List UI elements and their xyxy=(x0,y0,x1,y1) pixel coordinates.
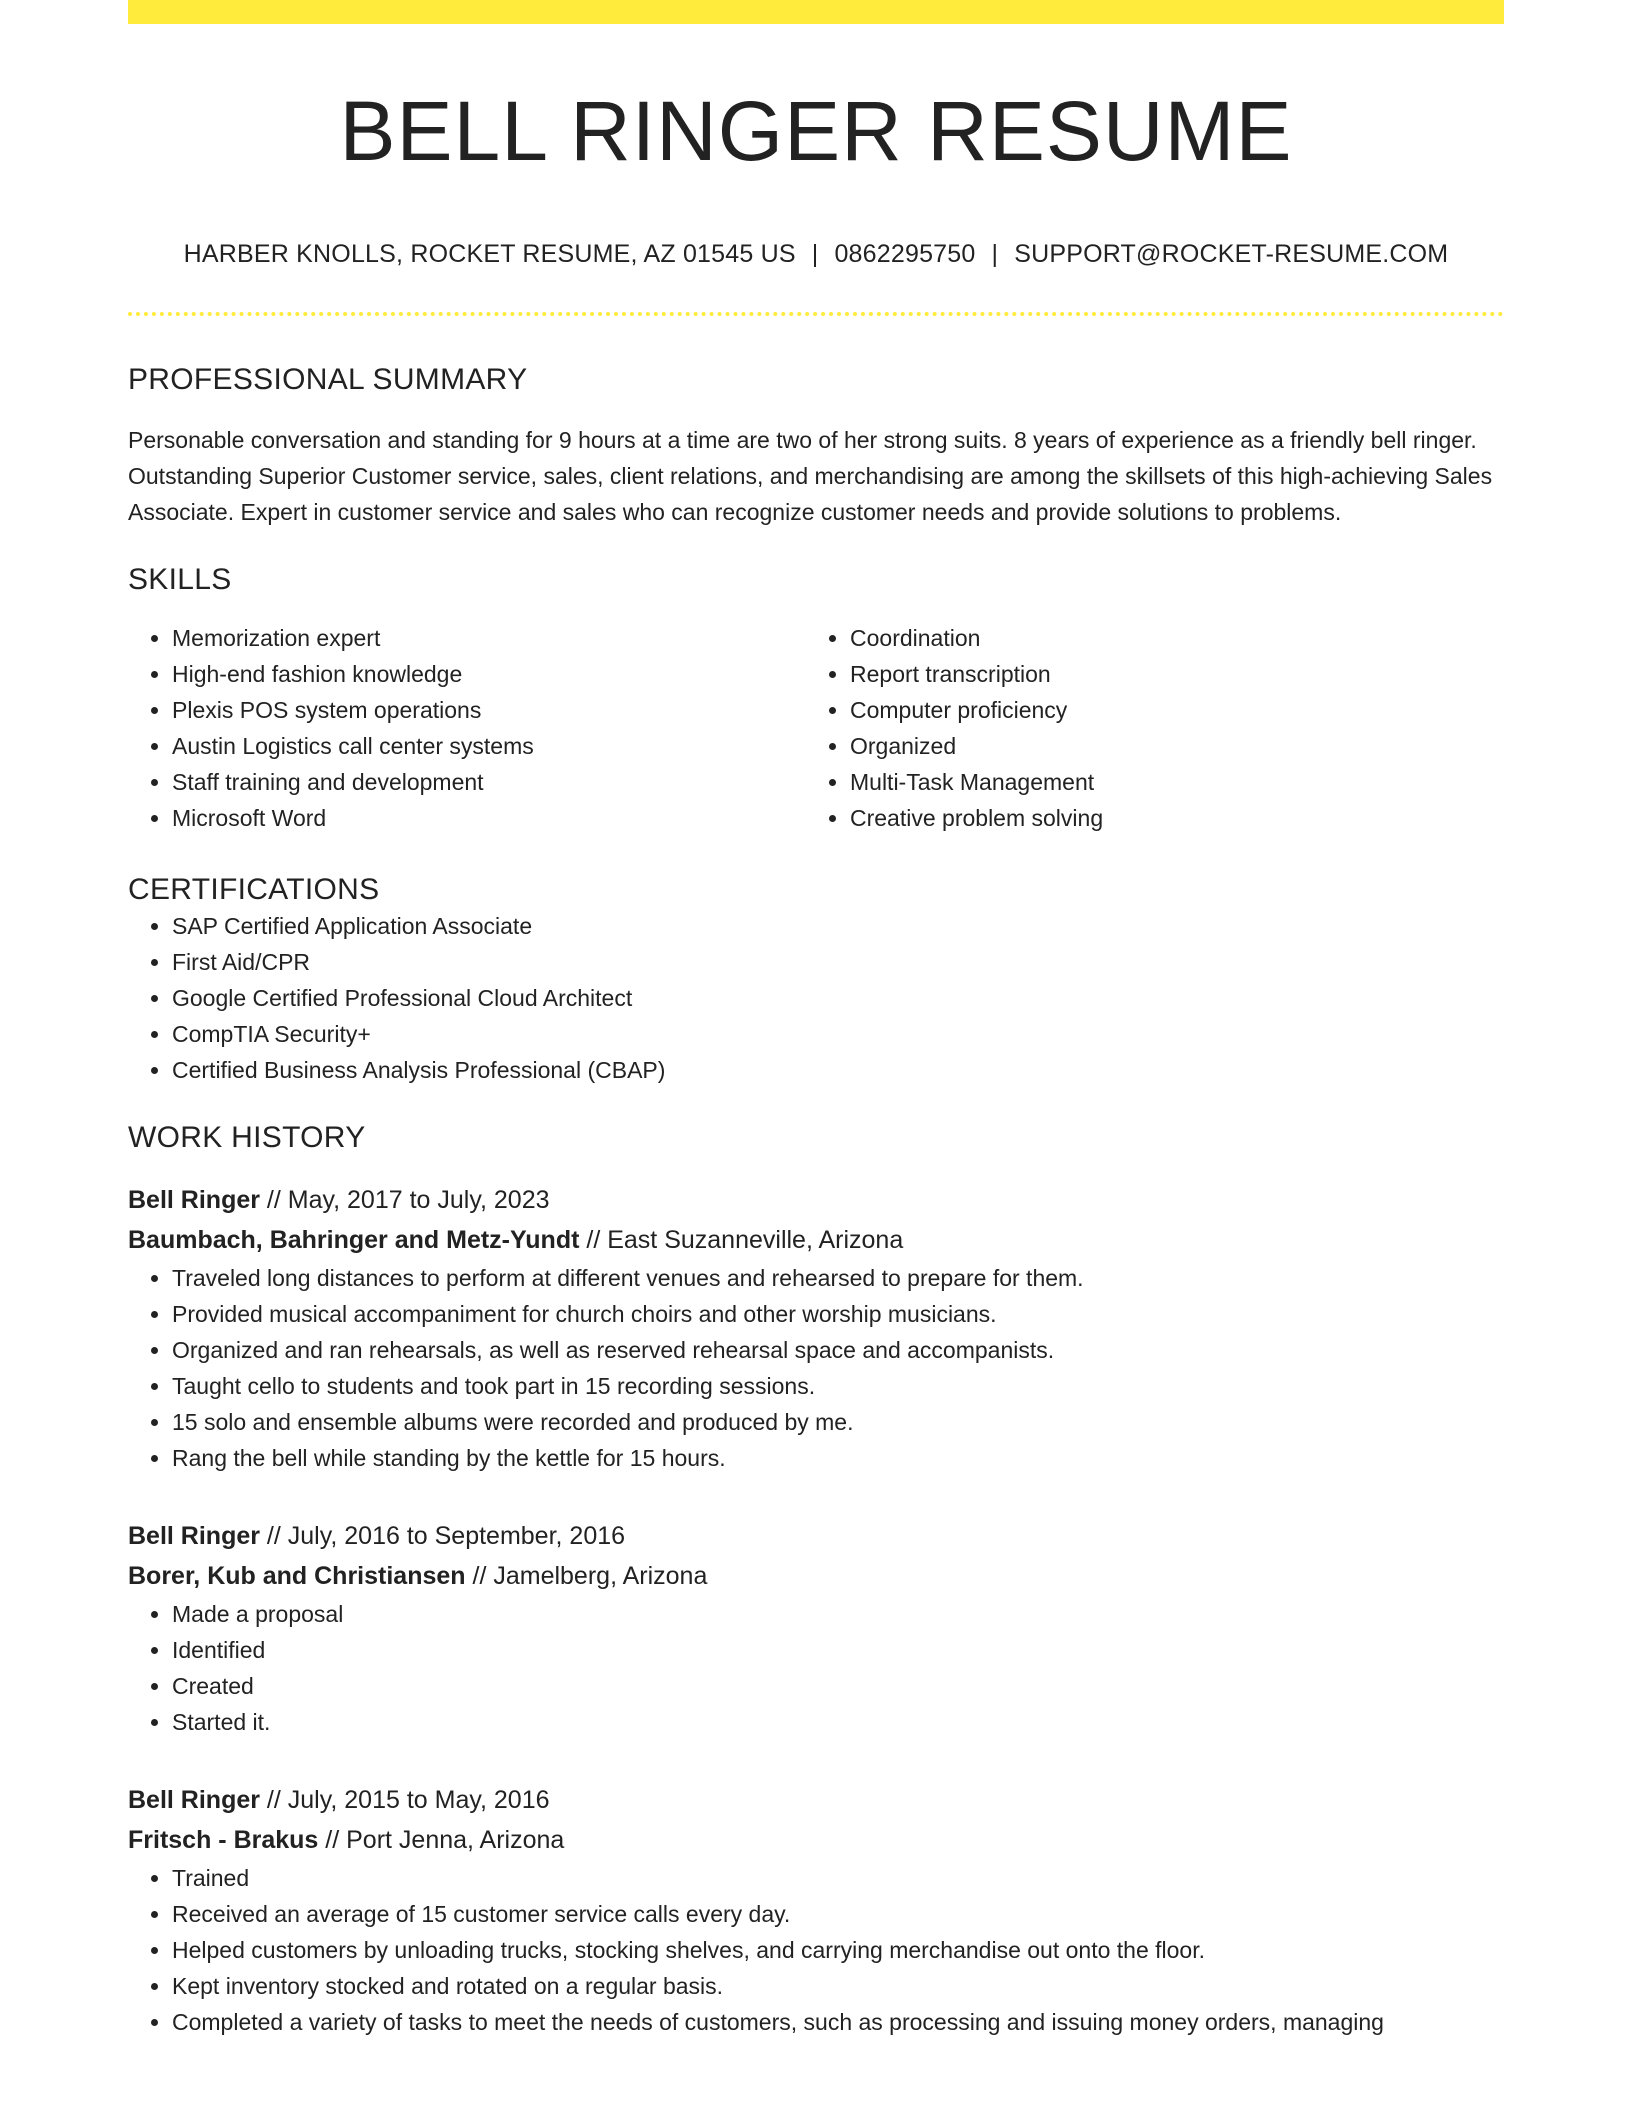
skill-item: • Report transcription xyxy=(850,656,1484,692)
contact-phone: 0862295750 xyxy=(834,240,976,268)
job-dates: // July, 2015 to May, 2016 xyxy=(259,1786,550,1814)
dotted-divider xyxy=(128,312,1504,316)
certifications-list xyxy=(128,908,1504,1088)
work-history-heading: WORK HISTORY xyxy=(128,1121,366,1154)
skill-item: • High-end fashion knowledge xyxy=(172,656,806,692)
contact-separator: | xyxy=(811,240,819,268)
job-dates: // July, 2016 to September, 2016 xyxy=(259,1522,626,1550)
job-bullet: • Provided musical accompaniment for church choirs and other worship musicians. xyxy=(172,1296,1504,1332)
skill-item: • Microsoft Word xyxy=(172,800,806,836)
certifications-heading: CERTIFICATIONS xyxy=(128,873,380,906)
job-title-line xyxy=(128,1516,1504,1556)
skills-heading: SKILLS xyxy=(128,563,232,596)
job-title-line xyxy=(128,1780,1504,1820)
job-bullet: • Taught cello to students and took part in 15 recording sessions. xyxy=(172,1368,1504,1404)
skills-column-left xyxy=(128,620,806,836)
job-company-line xyxy=(128,1820,1504,1860)
job-dates: // May, 2017 to July, 2023 xyxy=(259,1186,550,1214)
summary-heading: PROFESSIONAL SUMMARY xyxy=(128,363,528,396)
skill-item: • Plexis POS system operations xyxy=(172,692,806,728)
certification-item: • CompTIA Security+ xyxy=(172,1016,1504,1052)
job-bullet: • Received an average of 15 customer service calls every day. xyxy=(172,1896,1504,1932)
job-bullets xyxy=(128,1860,1504,2040)
job-bullets xyxy=(128,1596,1504,1740)
job-entry xyxy=(128,1180,1504,1476)
job-company: Fritsch - Brakus xyxy=(128,1826,319,1854)
certification-item: • Certified Business Analysis Professional (CBAP) xyxy=(172,1052,1504,1088)
job-bullet: • Traveled long distances to perform at different venues and rehearsed to prepare for them. xyxy=(172,1260,1504,1296)
job-bullet: • Kept inventory stocked and rotated on a regular basis. xyxy=(172,1968,1504,2004)
skill-item: • Austin Logistics call center systems xyxy=(172,728,806,764)
skills-list-right xyxy=(806,620,1484,836)
certification-item: • First Aid/CPR xyxy=(172,944,1504,980)
job-bullet: • Rang the bell while standing by the kettle for 15 hours. xyxy=(172,1440,1504,1476)
skills-list-left xyxy=(128,620,806,836)
job-bullet: • Identified xyxy=(172,1632,1504,1668)
job-bullet: • Helped customers by unloading trucks, stocking shelves, and carrying merchandise out onto the floor. xyxy=(172,1932,1504,1968)
job-bullet: • Created xyxy=(172,1668,1504,1704)
job-bullet: • Started it. xyxy=(172,1704,1504,1740)
skill-item: • Coordination xyxy=(850,620,1484,656)
job-location: // East Suzanneville, Arizona xyxy=(579,1226,904,1254)
job-location: // Port Jenna, Arizona xyxy=(318,1826,565,1854)
skill-item: • Organized xyxy=(850,728,1484,764)
skill-item: • Creative problem solving xyxy=(850,800,1484,836)
job-location: // Jamelberg, Arizona xyxy=(465,1562,708,1590)
job-company: Borer, Kub and Christiansen xyxy=(128,1562,466,1590)
job-company-line xyxy=(128,1556,1504,1596)
certification-item: • SAP Certified Application Associate xyxy=(172,908,1504,944)
skills-column-right xyxy=(806,620,1484,836)
contact-email: SUPPORT@ROCKET-RESUME.COM xyxy=(1014,240,1449,268)
job-entry xyxy=(128,1780,1504,2040)
job-entry xyxy=(128,1516,1504,1740)
job-bullet: • Completed a variety of tasks to meet the needs of customers, such as processing and issuing money orders, managing xyxy=(172,2004,1504,2040)
summary-text: Personable conversation and standing for 9 hours at a time are two of her strong suits. 8 years of experience as a friendly bell ringer. Outstanding Superior Customer service, sales, client relations, and merchandising are among the skillsets of this high-achieving Sales Associate. Expert in customer service and sales who can recognize customer needs and provide solutions to problems. xyxy=(128,427,1493,525)
skill-item: • Computer proficiency xyxy=(850,692,1484,728)
skills-grid xyxy=(128,620,1504,836)
resume-title: BELL RINGER RESUME xyxy=(339,84,1293,178)
job-title: Bell Ringer xyxy=(128,1186,260,1214)
job-bullets xyxy=(128,1260,1504,1476)
job-title: Bell Ringer xyxy=(128,1522,260,1550)
job-bullet: • Made a proposal xyxy=(172,1596,1504,1632)
job-bullet: • Trained xyxy=(172,1860,1504,1896)
job-title-line xyxy=(128,1180,1504,1220)
skill-item: • Multi-Task Management xyxy=(850,764,1484,800)
resume-page xyxy=(128,0,1504,2040)
job-bullet: • 15 solo and ensemble albums were recorded and produced by me. xyxy=(172,1404,1504,1440)
job-bullet: • Organized and ran rehearsals, as well as reserved rehearsal space and accompanists. xyxy=(172,1332,1504,1368)
job-company-line xyxy=(128,1220,1504,1260)
job-title: Bell Ringer xyxy=(128,1786,260,1814)
contact-address: HARBER KNOLLS, ROCKET RESUME, AZ 01545 US xyxy=(183,240,796,268)
job-company: Baumbach, Bahringer and Metz-Yundt xyxy=(128,1226,580,1254)
certification-item: • Google Certified Professional Cloud Architect xyxy=(172,980,1504,1016)
skill-item: • Memorization expert xyxy=(172,620,806,656)
skill-item: • Staff training and development xyxy=(172,764,806,800)
contact-separator: | xyxy=(991,240,999,268)
contact-line xyxy=(128,238,1504,270)
